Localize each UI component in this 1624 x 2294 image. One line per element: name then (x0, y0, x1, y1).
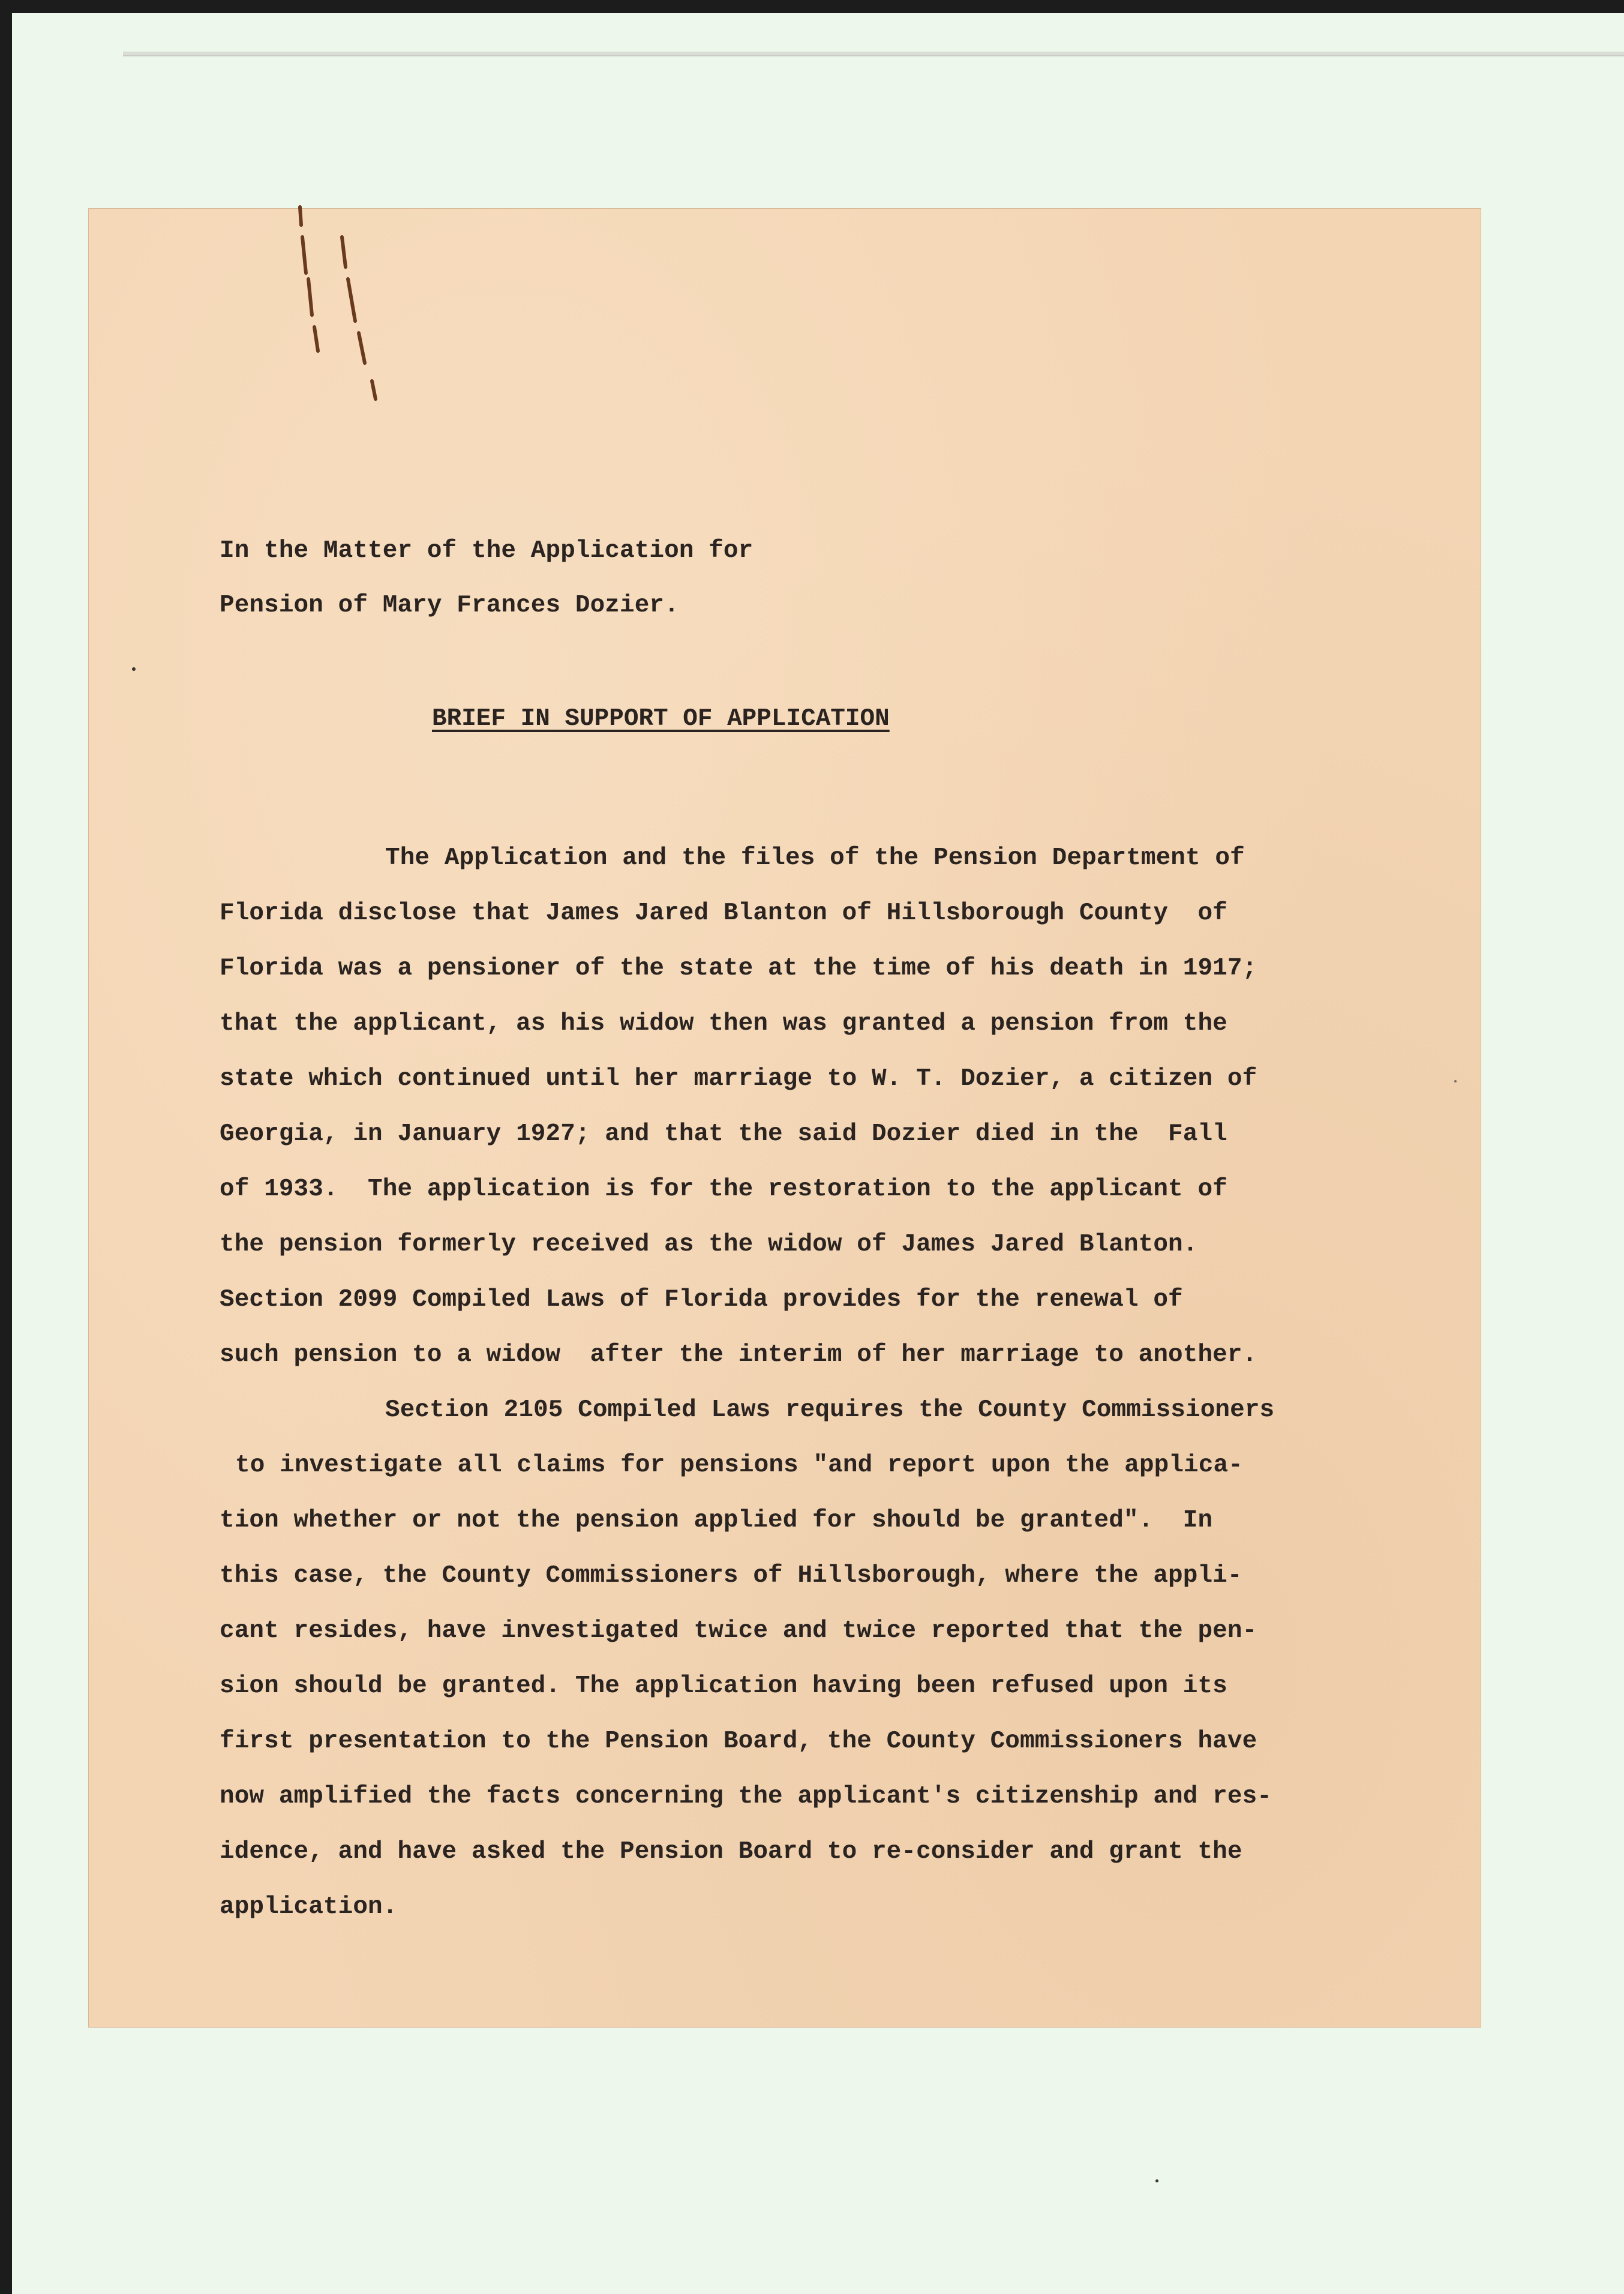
speck (1155, 2179, 1158, 2182)
body-line: Section 2099 Compiled Laws of Florida provides for the renewal of (220, 1286, 1183, 1314)
body-line: state which continued until her marriage to W. T. Dozier, a citizen of (220, 1065, 1257, 1093)
body-line: idence, and have asked the Pension Board to re-consider and grant the (220, 1838, 1242, 1866)
body-line: application. (220, 1893, 398, 1921)
body-line: Section 2105 Compiled Laws requires the County Commissioners (385, 1396, 1275, 1424)
body-line: sion should be granted. The application having been refused upon its (220, 1672, 1227, 1700)
body-line: cant resides, have investigated twice and twice reported that the pen- (220, 1617, 1257, 1645)
body-line: this case, the County Commissioners of Hillsborough, where the appli- (220, 1562, 1242, 1590)
body-line: first presentation to the Pension Board, the County Commissioners have (220, 1728, 1257, 1755)
body-line: tion whether or not the pension applied for should be granted". In (220, 1507, 1213, 1534)
body-line: to investigate all claims for pensions "and report upon the applica- (235, 1452, 1243, 1479)
scan-border-left (0, 0, 12, 2294)
body-line: The Application and the files of the Pension Department of (385, 844, 1245, 872)
brief-heading: BRIEF IN SUPPORT OF APPLICATION (432, 705, 890, 733)
body-line: now amplified the facts concerning the applicant's citizenship and res- (220, 1783, 1272, 1810)
body-line: such pension to a widow after the interim of her marriage to another. (220, 1341, 1257, 1369)
body-line: Florida was a pensioner of the state at the time of his death in 1917; (220, 955, 1257, 982)
speck (1454, 1080, 1457, 1082)
body-line: that the applicant, as his widow then was granted a pension from the (220, 1010, 1227, 1037)
mount-edge (123, 52, 1624, 56)
caption-line: Pension of Mary Frances Dozier. (220, 592, 679, 619)
body-line: Florida disclose that James Jared Blanton of Hillsborough County of (220, 899, 1227, 927)
body-line: Georgia, in January 1927; and that the said Dozier died in the Fall (220, 1120, 1227, 1148)
body-line: the pension formerly received as the widow of James Jared Blanton. (220, 1231, 1198, 1258)
body-line: of 1933. The application is for the restoration to the applicant of (220, 1176, 1227, 1203)
pencil-marks-icon (288, 201, 396, 417)
scan-border-top (0, 0, 1624, 13)
speck (132, 667, 136, 671)
caption-line: In the Matter of the Application for (220, 537, 754, 565)
